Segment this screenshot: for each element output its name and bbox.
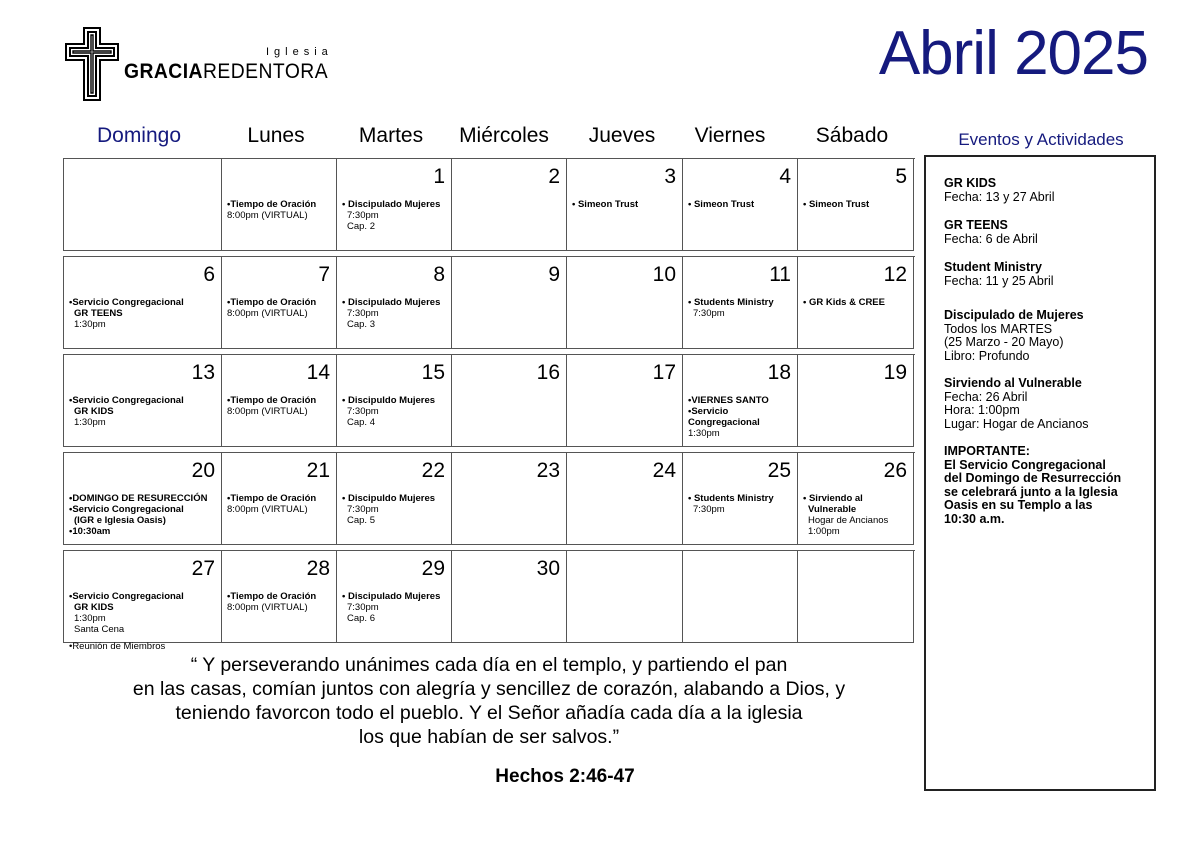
day-number: 27 xyxy=(191,557,215,580)
event-line: 1:30pm xyxy=(688,428,720,439)
day-number: 1 xyxy=(433,165,445,188)
event-line: 7:30pm xyxy=(347,504,379,515)
logo-name xyxy=(124,60,328,84)
day-number: 24 xyxy=(652,459,676,482)
event-block-line: Lugar: Hogar de Ancianos xyxy=(944,416,1089,431)
event-line: • Simeon Trust xyxy=(803,199,870,210)
day-number: 30 xyxy=(536,557,560,580)
day-cell[interactable] xyxy=(683,355,798,447)
day-cell[interactable] xyxy=(683,551,798,643)
day-number: 26 xyxy=(883,459,907,482)
day-events xyxy=(342,591,450,624)
day-cell[interactable] xyxy=(64,159,222,251)
event-line: • Simeon Trust xyxy=(572,199,639,210)
event-line: (IGR e Iglesia Oasis) xyxy=(74,515,166,526)
event-line: • Sirviendo al xyxy=(803,493,863,504)
day-cell[interactable] xyxy=(337,355,452,447)
day-number: 21 xyxy=(306,459,330,482)
day-number: 3 xyxy=(664,165,676,188)
day-cell[interactable] xyxy=(798,355,914,447)
event-line: •Servicio Congregacional xyxy=(69,591,184,602)
event-block-line: Fecha: 13 y 27 Abril xyxy=(944,189,1055,204)
day-cell[interactable] xyxy=(337,551,452,643)
event-line: • Discipulado Mujeres xyxy=(342,297,441,308)
event-block-heading: GR KIDS xyxy=(944,176,997,190)
day-cell[interactable] xyxy=(64,355,222,447)
event-line: 7:30pm xyxy=(347,210,379,221)
day-number: 16 xyxy=(536,361,560,384)
event-line: 7:30pm xyxy=(347,308,379,319)
event-block-line: Libro: Profundo xyxy=(944,348,1030,363)
day-events xyxy=(803,297,912,308)
day-events xyxy=(227,493,335,515)
day-cell[interactable] xyxy=(567,551,683,643)
event-line: GR KIDS xyxy=(74,602,114,613)
weekday-headers xyxy=(63,124,914,154)
event-line: •Tiempo de Oración xyxy=(227,591,317,602)
event-line: •Tiempo de Oración xyxy=(227,297,317,308)
event-line: 8:00pm (VIRTUAL) xyxy=(227,406,308,417)
day-events xyxy=(227,591,335,613)
event-line: 1:30pm xyxy=(74,417,106,428)
calendar-week xyxy=(63,452,915,545)
event-line: Cap. 5 xyxy=(347,515,375,526)
event-line: •Tiempo de Oración xyxy=(227,199,317,210)
event-line: • Discipulado Mujeres xyxy=(342,199,441,210)
event-line: 1:30pm xyxy=(74,613,106,624)
day-cell[interactable] xyxy=(567,453,683,545)
event-line: 7:30pm xyxy=(693,308,725,319)
day-events xyxy=(688,395,796,439)
calendar-week xyxy=(63,550,915,652)
day-cell[interactable] xyxy=(683,453,798,545)
event-line: •Servicio Congregacional xyxy=(69,395,184,406)
event-line: • Students Ministry xyxy=(688,493,774,504)
day-number: 17 xyxy=(652,361,676,384)
event-line: •Servicio Congregacional xyxy=(69,297,184,308)
event-line: •Tiempo de Oración xyxy=(227,493,317,504)
day-number: 15 xyxy=(421,361,445,384)
day-number: 6 xyxy=(203,263,215,286)
day-cell[interactable] xyxy=(64,257,222,349)
verse-line: teniendo favorcon todo el pueblo. Y el Señor añadía cada día a la iglesia xyxy=(175,702,803,724)
logo-name-rest: REDENTORA xyxy=(202,60,329,83)
day-events xyxy=(342,199,450,232)
event-block-line: El Servicio Congregacional xyxy=(944,457,1106,472)
calendar-week xyxy=(63,354,915,447)
event-line: 7:30pm xyxy=(347,602,379,613)
church-logo xyxy=(64,26,333,106)
event-line: 8:00pm (VIRTUAL) xyxy=(227,308,308,319)
day-events xyxy=(572,199,681,210)
event-line: • Discipulado Mujeres xyxy=(342,591,441,602)
event-line: Cap. 2 xyxy=(347,221,375,232)
day-cell[interactable] xyxy=(452,551,567,643)
day-events xyxy=(688,493,796,515)
day-cell[interactable] xyxy=(567,355,683,447)
event-line: 1:30pm xyxy=(74,319,106,330)
weekday-header: Sábado xyxy=(815,124,889,147)
event-line: 8:00pm (VIRTUAL) xyxy=(227,504,308,515)
event-line: Cap. 4 xyxy=(347,417,375,428)
day-number: 23 xyxy=(536,459,560,482)
day-cell[interactable] xyxy=(567,257,683,349)
weekday-header: Lunes xyxy=(247,124,305,147)
day-cell[interactable] xyxy=(683,159,798,251)
logo-name-bold: GRACIA xyxy=(124,60,203,83)
day-cell[interactable] xyxy=(222,551,337,643)
event-line: • Discipuldo Mujeres xyxy=(342,395,436,406)
event-line: •Servicio Congregacional xyxy=(69,504,184,515)
day-events xyxy=(69,395,220,428)
day-cell[interactable] xyxy=(798,453,914,545)
event-line: •10:30am xyxy=(69,526,111,537)
event-block-line: Fecha: 6 de Abril xyxy=(944,231,1038,246)
weekday-header: Jueves xyxy=(588,124,656,147)
event-line: • GR Kids & CREE xyxy=(803,297,885,308)
day-cell[interactable] xyxy=(64,551,222,652)
event-line: GR KIDS xyxy=(74,406,114,417)
day-events xyxy=(227,199,335,221)
event-line: 7:30pm xyxy=(347,406,379,417)
day-number: 25 xyxy=(767,459,791,482)
day-events xyxy=(688,297,796,319)
day-cell[interactable] xyxy=(337,159,452,251)
day-events xyxy=(69,297,220,330)
event-line: • Students Ministry xyxy=(688,297,774,308)
event-line: •Tiempo de Oración xyxy=(227,395,317,406)
event-block-line: se celebrará junto a la Iglesia xyxy=(944,484,1118,499)
day-cell[interactable] xyxy=(222,257,337,349)
event-line: Hogar de Ancianos xyxy=(808,515,889,526)
cross-icon xyxy=(64,26,120,102)
event-block-line: 10:30 a.m. xyxy=(944,511,1005,526)
verse-line: “ Y perseverando unánimes cada día en el templo, y partiendo el pan xyxy=(190,654,788,676)
day-cell[interactable] xyxy=(337,453,452,545)
events-title: Eventos y Actividades xyxy=(958,130,1124,149)
day-number: 5 xyxy=(895,165,907,188)
day-number: 28 xyxy=(306,557,330,580)
event-block xyxy=(944,177,1054,204)
month-title: Abril 2025 xyxy=(878,19,1148,88)
day-number: 2 xyxy=(548,165,560,188)
day-events xyxy=(342,395,450,428)
day-cell[interactable] xyxy=(452,355,567,447)
day-cell[interactable] xyxy=(798,257,914,349)
logo-iglesia: Iglesia xyxy=(266,46,333,58)
event-line: •DOMINGO DE RESURECCIÓN xyxy=(69,493,208,504)
day-number: 13 xyxy=(191,361,215,384)
day-number: 18 xyxy=(767,361,791,384)
day-cell[interactable] xyxy=(567,159,683,251)
day-events xyxy=(342,297,450,330)
event-line: Cap. 6 xyxy=(347,613,375,624)
event-line: • Discipuldo Mujeres xyxy=(342,493,436,504)
event-block-heading: GR TEENS xyxy=(944,218,1008,232)
event-block xyxy=(944,377,1089,431)
day-events xyxy=(803,199,912,210)
day-cell[interactable] xyxy=(452,453,567,545)
day-number: 19 xyxy=(883,361,907,384)
weekday-header: Viernes xyxy=(694,124,766,147)
event-block-heading: Discipulado de Mujeres xyxy=(944,308,1084,322)
event-block xyxy=(944,219,1038,246)
day-number: 14 xyxy=(306,361,330,384)
day-number: 29 xyxy=(421,557,445,580)
weekday-header: Domingo xyxy=(96,124,182,147)
event-block-line: Todos los MARTES xyxy=(944,321,1053,336)
event-block xyxy=(944,261,1054,288)
event-line: Cap. 3 xyxy=(347,319,375,330)
day-number: 11 xyxy=(769,263,791,286)
verse-reference: Hechos 2:46-47 xyxy=(495,766,635,787)
event-block xyxy=(944,309,1084,363)
day-events xyxy=(342,493,450,526)
day-number: 22 xyxy=(421,459,445,482)
event-line: • Simeon Trust xyxy=(688,199,755,210)
day-cell[interactable] xyxy=(64,453,222,545)
day-cell[interactable] xyxy=(452,159,567,251)
verse-line: en las casas, comían juntos con alegría y sencillez de corazón, alabando a Dios, y xyxy=(132,678,846,700)
event-block-line: del Domingo de Resurrección xyxy=(944,471,1122,485)
day-number: 10 xyxy=(652,263,676,286)
day-cell[interactable] xyxy=(222,159,337,251)
event-line: 8:00pm (VIRTUAL) xyxy=(227,602,308,613)
event-block-line: Fecha: 26 Abril xyxy=(944,389,1028,404)
day-cell[interactable] xyxy=(798,551,914,643)
calendar-week xyxy=(63,256,915,349)
calendar-week xyxy=(63,158,915,251)
event-line: Santa Cena xyxy=(74,624,125,635)
event-line: •Reunión de Miembros xyxy=(69,641,166,652)
day-number: 8 xyxy=(433,263,445,286)
verse-line: los que habían de ser salvos.” xyxy=(358,726,620,748)
day-cell[interactable] xyxy=(683,257,798,349)
event-block-line: Oasis en su Templo a las xyxy=(944,498,1093,512)
event-block-heading: Student Ministry xyxy=(944,260,1042,274)
event-line: •Servicio Congregacional xyxy=(688,406,760,428)
day-cell[interactable] xyxy=(222,453,337,545)
event-line: 1:00pm xyxy=(808,526,840,537)
day-number: 4 xyxy=(779,165,791,188)
event-line: 7:30pm xyxy=(693,504,725,515)
event-line: GR TEENS xyxy=(74,308,123,319)
event-line: Vulnerable xyxy=(808,504,857,515)
day-number: 12 xyxy=(883,263,907,286)
event-block xyxy=(944,445,1121,526)
day-cell[interactable] xyxy=(798,159,914,251)
weekday-header: Martes xyxy=(358,124,424,147)
event-block-line: Hora: 1:00pm xyxy=(944,403,1020,417)
day-number: 20 xyxy=(191,459,215,482)
event-block-heading: IMPORTANTE: xyxy=(944,444,1030,458)
event-line: •VIERNES SANTO xyxy=(688,395,769,406)
day-events xyxy=(227,297,335,319)
day-cell[interactable] xyxy=(452,257,567,349)
day-events xyxy=(227,395,335,417)
day-cell[interactable] xyxy=(222,355,337,447)
bible-verse xyxy=(64,653,914,749)
day-events xyxy=(803,493,912,537)
weekday-header: Miércoles xyxy=(459,124,549,147)
day-events xyxy=(69,493,220,537)
day-events xyxy=(688,199,796,210)
event-block-heading: Sirviendo al Vulnerable xyxy=(944,376,1082,390)
day-events xyxy=(69,591,220,652)
day-number: 7 xyxy=(318,263,330,286)
day-number: 9 xyxy=(548,263,560,286)
event-line: 8:00pm (VIRTUAL) xyxy=(227,210,308,221)
event-block-line: Fecha: 11 y 25 Abril xyxy=(944,273,1054,288)
event-block-line: (25 Marzo - 20 Mayo) xyxy=(944,335,1064,349)
day-cell[interactable] xyxy=(337,257,452,349)
events-panel xyxy=(924,155,1156,791)
